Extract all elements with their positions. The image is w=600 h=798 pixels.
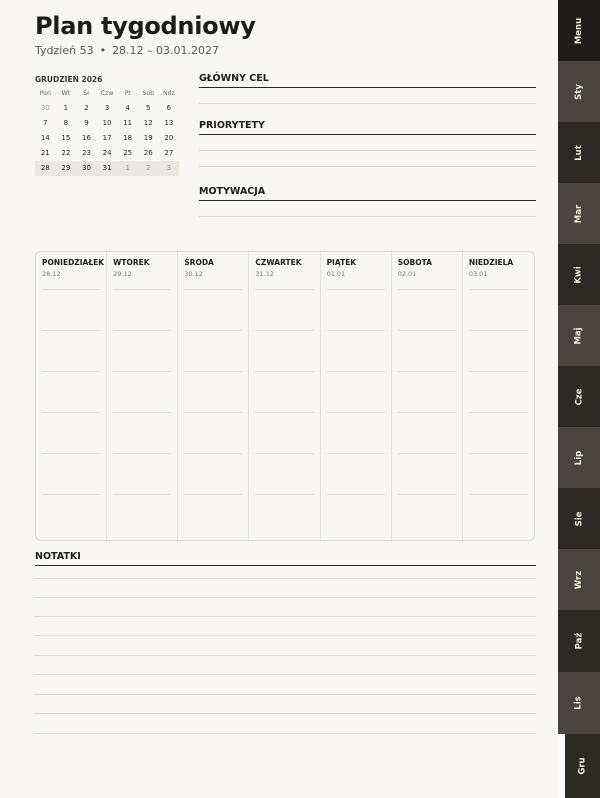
week-label: Tydzień 53 [35, 44, 94, 57]
calendar-day-current-week[interactable]: 3 [159, 161, 180, 176]
day-line [113, 412, 171, 413]
page-title: Plan tygodniowy [35, 12, 256, 40]
day-line [255, 371, 313, 372]
calendar-day[interactable]: 14 [40, 134, 50, 142]
mini-calendar-title: GRUDZIEŃ 2026 [35, 75, 103, 84]
motivation-section [199, 186, 536, 217]
day-line [255, 494, 313, 495]
weekday-label: Ndz [162, 90, 175, 97]
day-line [398, 494, 456, 495]
tab-wrz[interactable]: Wrz [558, 549, 600, 610]
day-line [113, 371, 171, 372]
calendar-day-current-week[interactable]: 31 [97, 161, 118, 176]
calendar-day[interactable]: 7 [43, 119, 48, 127]
day-line [113, 330, 171, 331]
day-date: 30.12 [184, 270, 203, 278]
day-name: CZWARTEK [255, 258, 302, 267]
tab-sie[interactable]: Sie [558, 488, 600, 549]
day-line [398, 371, 456, 372]
day-date: 01.01 [326, 270, 346, 278]
notes-line[interactable] [35, 694, 536, 695]
day-line [469, 289, 528, 290]
weekday-label: Sob [142, 90, 155, 97]
calendar-day[interactable]: 27 [164, 149, 174, 157]
tab-paz[interactable]: Paź [558, 610, 600, 672]
day-line [255, 412, 313, 413]
day-line [184, 453, 242, 454]
day-line [469, 494, 528, 495]
day-name: ŚRODA [184, 258, 214, 267]
calendar-day[interactable]: 13 [164, 119, 174, 127]
calendar-day[interactable]: 5 [146, 104, 151, 112]
day-line [184, 412, 242, 413]
day-line [327, 371, 385, 372]
calendar-day[interactable]: 3 [104, 104, 110, 112]
tab-kwi[interactable]: Kwi [558, 244, 600, 305]
notes-line[interactable] [35, 674, 536, 675]
separator-dot: • [99, 44, 107, 57]
calendar-day-current-week[interactable]: 30 [76, 161, 97, 176]
calendar-day[interactable]: 2 [84, 104, 89, 112]
tab-lip[interactable]: Lip [558, 427, 600, 488]
day-line [469, 412, 528, 413]
calendar-day[interactable]: 11 [123, 119, 133, 127]
weekday-label: Pon [39, 90, 51, 97]
calendar-day[interactable]: 30 [40, 104, 50, 112]
day-column[interactable] [392, 252, 463, 540]
day-column[interactable] [178, 252, 249, 540]
priorities-heading: PRIORYTETY [199, 120, 536, 135]
tab-mar[interactable]: Mar [558, 183, 600, 244]
day-line [255, 289, 313, 290]
notes-line[interactable] [35, 655, 536, 656]
day-line [42, 289, 100, 290]
day-line [42, 330, 100, 331]
calendar-day[interactable]: 19 [143, 134, 153, 142]
tab-lut[interactable]: Lut [558, 122, 600, 183]
calendar-day[interactable]: 9 [84, 119, 89, 127]
weekday-label: Wt [61, 90, 71, 97]
calendar-day[interactable]: 25 [123, 149, 133, 157]
tab-gru-active[interactable]: Gru [565, 734, 600, 798]
day-line [398, 412, 456, 413]
calendar-day[interactable]: 22 [61, 149, 71, 157]
writing-line[interactable] [199, 88, 536, 104]
calendar-day[interactable]: 16 [82, 134, 91, 142]
calendar-day[interactable]: 17 [102, 134, 112, 142]
day-line [255, 453, 313, 454]
calendar-day[interactable]: 21 [40, 149, 50, 157]
day-line [398, 453, 456, 454]
day-line [327, 412, 385, 413]
writing-line[interactable] [199, 151, 536, 167]
calendar-day-current-week[interactable]: 28 [35, 161, 56, 176]
tab-sty[interactable]: Sty [558, 61, 600, 122]
day-name: PIĄTEK [326, 258, 357, 267]
notes-line[interactable] [35, 597, 536, 598]
day-date: 03.01 [468, 270, 488, 278]
day-name: SOBOTA [397, 258, 432, 267]
day-line [42, 494, 100, 495]
day-date: 28.12 [42, 270, 61, 278]
day-line [327, 289, 385, 290]
day-line [327, 494, 385, 495]
tab-lis[interactable]: Lis [558, 672, 600, 734]
calendar-day[interactable]: 6 [166, 104, 172, 112]
weekday-label: Czw [100, 90, 114, 97]
day-line [469, 371, 528, 372]
day-date: 02.01 [397, 270, 417, 278]
weekday-label: Śr [83, 90, 90, 97]
day-name: WTOREK [113, 258, 150, 267]
day-line [327, 330, 385, 331]
calendar-day[interactable]: 20 [164, 134, 174, 142]
day-line [184, 289, 242, 290]
day-line [184, 371, 242, 372]
calendar-day-current-week[interactable]: 1 [117, 161, 138, 176]
day-date: 29.12 [113, 270, 132, 278]
date-range: 28.12 – 03.01.2027 [112, 44, 220, 57]
calendar-day[interactable]: 18 [123, 134, 133, 142]
notes-line[interactable] [35, 635, 536, 636]
day-column[interactable] [321, 252, 392, 540]
day-line [113, 494, 171, 495]
calendar-day[interactable]: 1 [63, 104, 69, 112]
calendar-day[interactable]: 26 [143, 149, 153, 157]
month-tabs [558, 0, 600, 798]
day-name: NIEDZIELA [468, 258, 514, 267]
writing-line[interactable] [199, 135, 536, 151]
day-line [113, 453, 171, 454]
day-column[interactable] [36, 252, 107, 540]
day-line [113, 289, 171, 290]
day-line [398, 330, 456, 331]
motivation-heading: MOTYWACJA [199, 186, 536, 201]
day-line [42, 371, 100, 372]
calendar-day[interactable]: 4 [125, 104, 130, 112]
tab-cze[interactable]: Cze [558, 366, 600, 427]
calendar-day[interactable]: 23 [82, 149, 91, 157]
week-grid [35, 251, 535, 541]
day-line [42, 412, 100, 413]
notes-line[interactable] [35, 733, 536, 734]
day-column[interactable] [249, 252, 320, 540]
day-line [469, 330, 528, 331]
calendar-day[interactable]: 10 [102, 119, 112, 127]
notes-line[interactable] [35, 616, 536, 617]
day-line [184, 494, 242, 495]
day-column[interactable] [107, 252, 178, 540]
mini-calendar-grid [35, 87, 181, 176]
calendar-day[interactable]: 12 [143, 119, 153, 127]
notes-heading: NOTATKI [35, 551, 536, 566]
day-line [42, 453, 100, 454]
notes-line[interactable] [35, 713, 536, 714]
weekday-label: Pt [124, 90, 131, 97]
calendar-day[interactable]: 15 [61, 134, 71, 142]
day-date: 31.12 [255, 270, 275, 278]
day-line [327, 453, 385, 454]
tab-menu[interactable]: Menu [558, 0, 600, 61]
day-line [184, 330, 242, 331]
calendar-day[interactable]: 24 [102, 149, 112, 157]
day-name: PONIEDZIAŁEK [42, 258, 105, 267]
notes-line[interactable] [35, 578, 536, 579]
writing-line[interactable] [199, 201, 536, 217]
main-goal-section [199, 73, 536, 104]
tab-maj[interactable]: Maj [558, 305, 600, 366]
mini-calendar [35, 73, 181, 176]
day-line [255, 330, 313, 331]
calendar-day-current-week[interactable]: 2 [138, 161, 159, 176]
day-line [469, 453, 528, 454]
page-subtitle [35, 44, 219, 57]
calendar-day-current-week[interactable]: 29 [56, 161, 77, 176]
main-goal-heading: GŁÓWNY CEL [199, 73, 536, 88]
day-line [398, 289, 456, 290]
calendar-day[interactable]: 8 [63, 119, 69, 127]
day-column[interactable] [463, 252, 534, 540]
priorities-section [199, 120, 536, 167]
